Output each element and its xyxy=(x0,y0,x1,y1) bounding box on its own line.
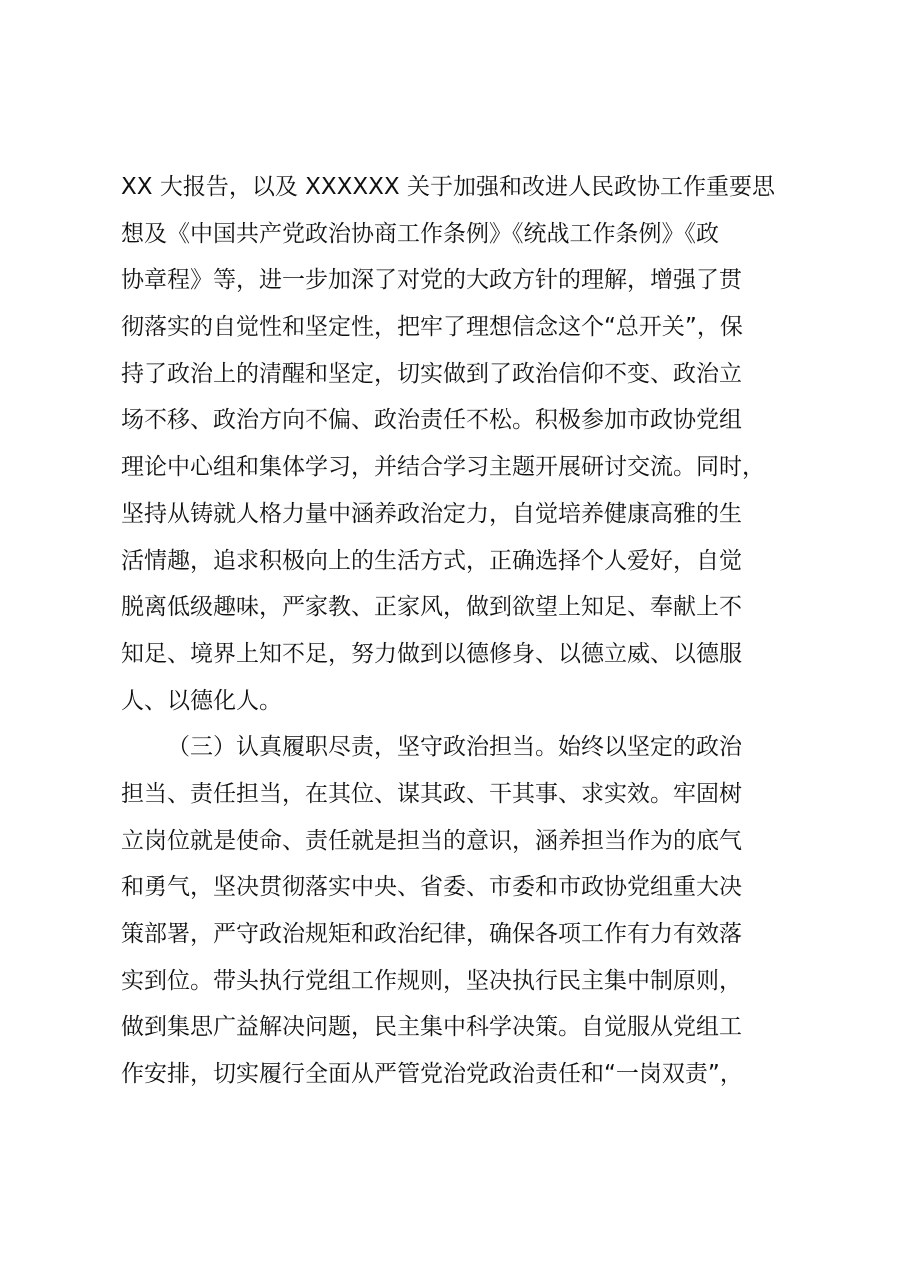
text-line: 持了政治上的清醒和坚定，切实做到了政治信仰不变、政治立 xyxy=(121,360,742,387)
text-line: 人、以德化人。 xyxy=(121,687,282,714)
text-line: 协章程》等，进一步加深了对党的大政方针的理解，增强了贯 xyxy=(121,267,742,294)
text-line: 做到集思广益解决问题，民主集中科学决策。自觉服从党组工 xyxy=(121,1014,742,1041)
text-line: 策部署，严守政治规矩和政治纪律，确保各项工作有力有效落 xyxy=(121,921,742,947)
text-line: 坚持从铸就人格力量中涵养政治定力，自觉培养健康高雅的生 xyxy=(121,500,742,527)
text-line: 立岗位就是使命、责任就是担当的意识，涵养担当作为的底气 xyxy=(121,827,742,854)
text-line: 担当、责任担当，在其位、谋其政、干其事、求实效。牢固树 xyxy=(121,780,742,807)
text-line: 知足、境界上知不足，努力做到以德修身、以德立威、以德服 xyxy=(121,640,742,667)
text-line: 活情趣，追求积极向上的生活方式，正确选择个人爱好，自觉 xyxy=(121,547,742,574)
text-line: 理论中心组和集体学习，并结合学习主题开展研讨交流。同时， xyxy=(121,454,765,481)
text-line: 场不移、政治方向不偏、政治责任不松。积极参加市政协党组 xyxy=(121,407,742,434)
document-body xyxy=(121,164,811,1098)
text-line: 脱离低级趣味，严家教、正家风，做到欲望上知足、奉献上不 xyxy=(121,594,742,621)
text-line: 想及《中国共产党政治协商工作条例》《统战工作条例》《政 xyxy=(121,220,719,247)
text-line: 彻落实的自觉性和坚定性，把牢了理想信念这个“总开关”，保 xyxy=(121,314,743,341)
text-line: 实到位。带头执行党组工作规则，坚决执行民主集中制原则， xyxy=(121,967,742,994)
text-line: XX 大报告，以及 XXXXXX 关于加强和改进人民政协工作重要思 xyxy=(121,174,775,200)
text-line: 和勇气，坚决贯彻落实中央、省委、市委和市政协党组重大决 xyxy=(121,874,742,901)
text-line: 作安排，切实履行全面从严管党治党政治责任和“一岗双责”， xyxy=(121,1061,743,1088)
section-heading-line: （三）认真履职尽责，坚守政治担当。始终以坚定的政治 xyxy=(167,734,742,761)
